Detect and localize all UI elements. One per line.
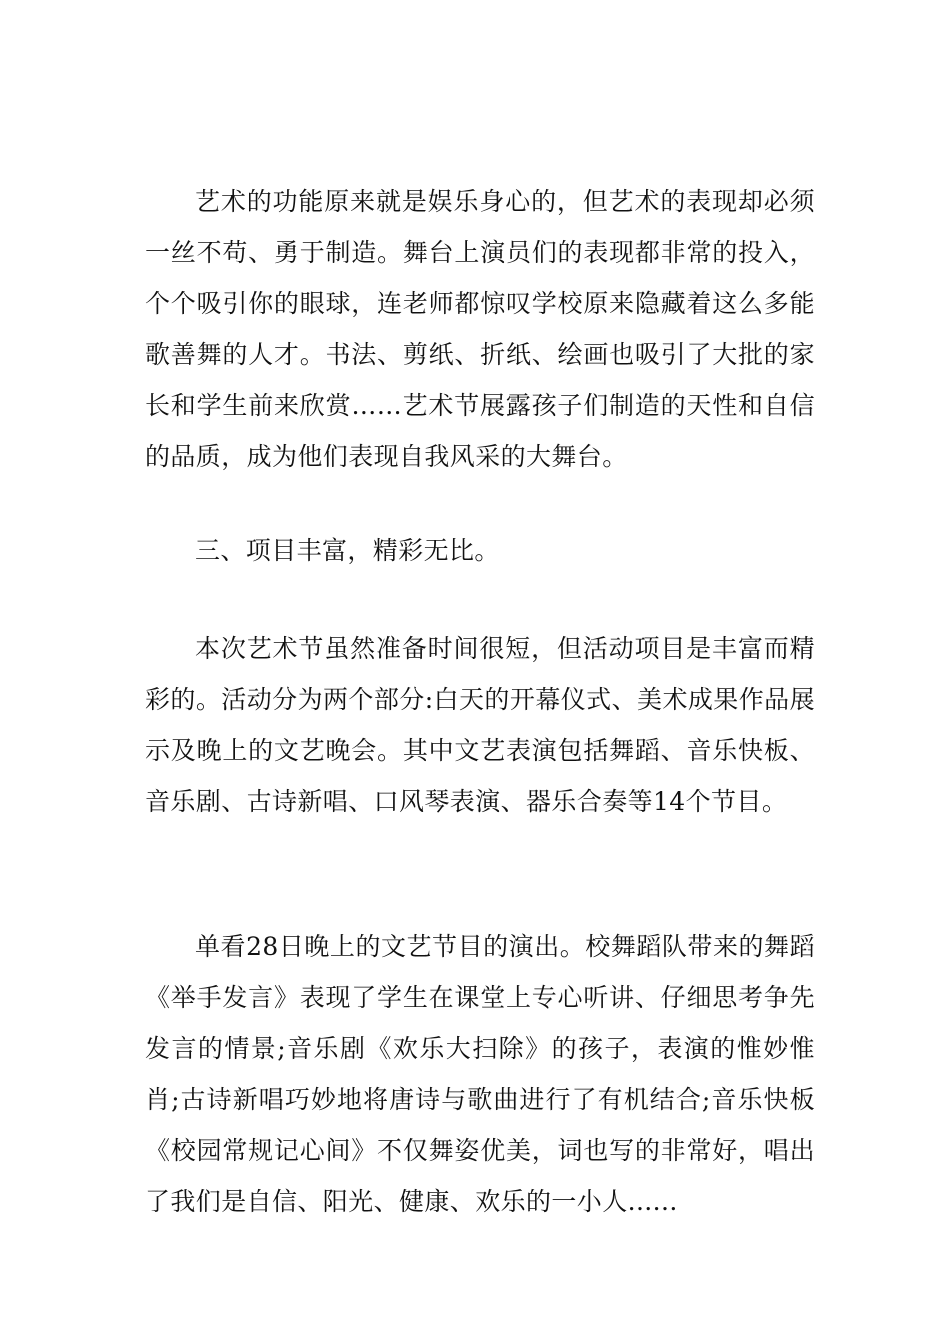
paragraph-art-function: 艺术的功能原来就是娱乐身心的，但艺术的表现却必须一丝不苟、勇于制造。舞台上演员们的表现都非常的投入，个个吸引你的眼球，连老师都惊叹学校原来隐藏着这么多能歌善舞的人才。书法、剪纸、折纸、绘画也吸引了大批的家长和学生前来欣赏……艺术节展露孩子们制造的天性和自信的品质，成为他们表现自我风采的大舞台。 <box>145 187 815 471</box>
section-heading-3: 三、项目丰富，精彩无比。 <box>195 536 500 565</box>
paragraph-evening-performance: 单看28日晚上的文艺节目的演出。校舞蹈队带来的舞蹈《举手发言》表现了学生在课堂上专心听讲、仔细思考争先发言的情景;音乐剧《欢乐大扫除》的孩子，表演的惟妙惟肖;古诗新唱巧妙地将唐诗与歌曲进行了有机结合;音乐快板《校园常规记心间》不仅舞姿优美，词也写的非常好，唱出了我们是自信、阳光、健康、欢乐的一小人...... <box>145 932 815 1216</box>
paragraph-program-overview: 本次艺术节虽然准备时间很短，但活动项目是丰富而精彩的。活动分为两个部分:白天的开幕仪式、美术成果作品展示及晚上的文艺晚会。其中文艺表演包括舞蹈、音乐快板、音乐剧、古诗新唱、口风琴表演、器乐合奏等14个节目。 <box>145 634 815 816</box>
